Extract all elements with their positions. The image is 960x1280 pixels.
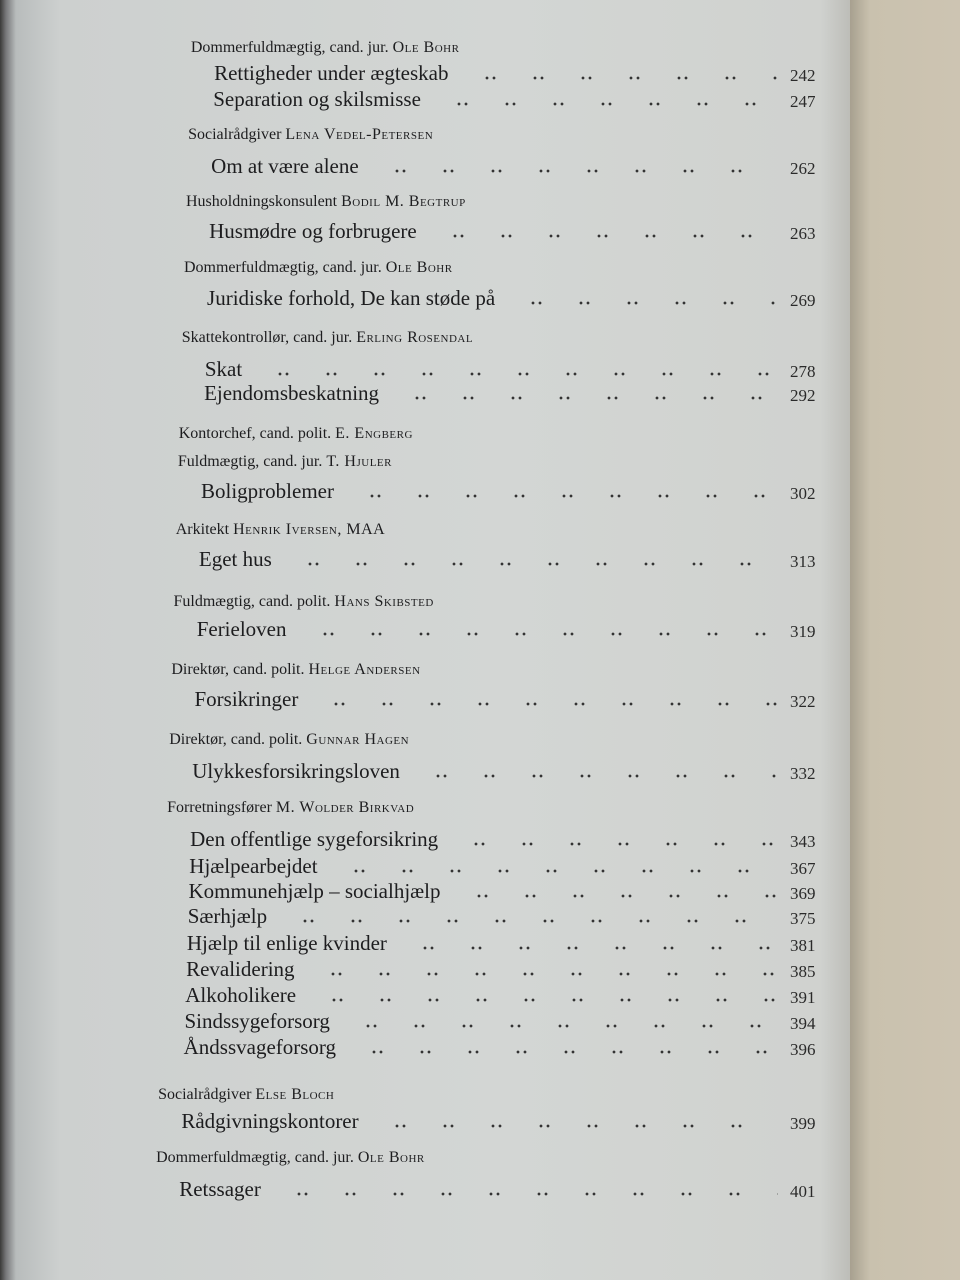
- toc-entry: [184, 1036, 820, 1059]
- author-line: [169, 730, 409, 749]
- page-number: 242: [790, 66, 816, 85]
- author-role: Dommerfuldmægtig, cand. jur.: [190, 39, 389, 56]
- author-line: [158, 1085, 334, 1104]
- page-number: 399: [790, 1114, 816, 1133]
- toc-entry: [213, 88, 820, 111]
- dot-leader: [332, 868, 778, 874]
- author-role: Socialrådgiver: [158, 1086, 252, 1103]
- toc-entry: [214, 62, 820, 85]
- toc-entry-title: Separation og skilsmisse: [213, 87, 421, 111]
- dot-leader: [275, 1191, 778, 1197]
- dot-leader: [348, 493, 778, 499]
- dot-leader: [286, 561, 778, 567]
- toc-entry: [184, 1010, 820, 1033]
- author-role: Kontorchef, cand. polit.: [178, 425, 332, 442]
- page-number: 332: [790, 764, 816, 783]
- dot-leader: [344, 1023, 778, 1029]
- author-line: [184, 258, 453, 277]
- page-number: 343: [790, 832, 816, 851]
- dot-leader: [509, 300, 778, 306]
- author-role: Fuldmægtig, cand. jur.: [177, 453, 323, 470]
- toc-entry-title: Den offentlige sygeforsikring: [190, 827, 439, 851]
- author-name: Gunnar Hagen: [306, 731, 410, 748]
- author-line: [179, 424, 413, 443]
- toc-entry-title: Skat: [204, 357, 243, 381]
- author-line: [182, 328, 473, 347]
- author-name: Erling Rosendal: [356, 329, 474, 346]
- dot-leader: [309, 971, 778, 977]
- author-role: Fuldmægtig, cand. polit.: [173, 593, 331, 610]
- page-number: 263: [790, 224, 816, 243]
- page-number: 313: [790, 552, 816, 571]
- toc-entry-title: Revalidering: [186, 957, 295, 981]
- author-name: Helge Andersen: [308, 661, 421, 678]
- toc-entry-title: Sindssygeforsorg: [184, 1009, 330, 1033]
- toc-entry-title: Hjælp til enlige kvinder: [186, 931, 387, 955]
- author-line: [171, 660, 420, 679]
- toc-entry-title: Særhjælp: [187, 904, 268, 928]
- toc-entry-title: Ejendomsbeskatning: [204, 381, 380, 405]
- toc-entry-title: Retssager: [179, 1177, 261, 1201]
- author-role: Skattekontrollør, cand. jur.: [181, 329, 353, 346]
- author-role: Socialrådgiver: [188, 126, 282, 143]
- toc-entry: [181, 1110, 820, 1133]
- author-line: [174, 592, 434, 611]
- toc-entry: [192, 760, 820, 783]
- page-number: 278: [790, 362, 816, 381]
- toc-entry-title: Rådgivningskontorer: [181, 1109, 359, 1133]
- dot-leader: [281, 918, 778, 924]
- author-name: Ole Bohr: [357, 1149, 425, 1166]
- toc-entry-title: Boligproblemer: [201, 479, 334, 503]
- toc-entry: [201, 480, 820, 503]
- author-name: Lena Vedel-Petersen: [285, 126, 434, 143]
- author-line: [167, 798, 414, 817]
- author-line: [176, 520, 385, 539]
- toc-entry: [199, 548, 820, 571]
- dot-leader: [455, 893, 779, 899]
- page-number: 269: [790, 291, 816, 310]
- page-number: 322: [790, 692, 816, 711]
- toc-entry: [188, 905, 820, 928]
- facing-page-edge: [850, 0, 960, 1280]
- toc-entry: [189, 855, 820, 878]
- toc-entry-title: Alkoholikere: [185, 983, 297, 1007]
- toc-entry-title: Hjælpearbejdet: [189, 854, 318, 878]
- page-number: 369: [790, 884, 816, 903]
- toc-entry-title: Forsikringer: [194, 687, 299, 711]
- toc-entry-title: Ulykkesforsikringsloven: [192, 759, 400, 783]
- author-name: Henrik Iversen, MAA: [233, 521, 386, 538]
- page-number: 367: [790, 859, 816, 878]
- author-name: T. Hjuler: [326, 453, 392, 470]
- dot-leader: [414, 773, 778, 779]
- dot-leader: [256, 371, 778, 377]
- toc-entry-title: Om at være alene: [211, 154, 359, 178]
- dot-leader: [435, 101, 778, 107]
- author-role: Forretningsfører: [167, 799, 272, 816]
- author-line: [156, 1148, 425, 1167]
- toc-entry: [204, 382, 820, 405]
- page-number: 262: [790, 159, 816, 178]
- author-line: [186, 192, 466, 211]
- toc-entry: [197, 618, 820, 641]
- author-role: Direktør, cand. polit.: [169, 731, 303, 748]
- page-number: 319: [790, 622, 816, 641]
- toc-entry-title: Åndssvageforsorg: [183, 1035, 337, 1059]
- toc-entry-title: Rettigheder under ægteskab: [214, 61, 449, 85]
- toc-entry: [189, 880, 821, 903]
- author-role: Dommerfuldmægtig, cand. jur.: [183, 259, 382, 276]
- author-role: Direktør, cand. polit.: [171, 661, 305, 678]
- author-name: M. Wolder Birkvad: [275, 799, 415, 816]
- dot-leader: [373, 1123, 778, 1129]
- author-line: [191, 38, 460, 57]
- dot-leader: [431, 233, 778, 239]
- page-number: 375: [790, 909, 816, 928]
- toc-entry-title: Eget hus: [198, 547, 272, 571]
- toc-entry-title: Husmødre og forbrugere: [209, 219, 417, 243]
- author-role: Husholdningskonsulent: [186, 193, 338, 210]
- toc-entry: [195, 688, 821, 711]
- toc-entry-title: Juridiske forhold, De kan støde på: [207, 286, 496, 310]
- toc-entry: [187, 932, 820, 955]
- author-name: Else Bloch: [255, 1086, 335, 1103]
- toc-entry-title: Ferieloven: [196, 617, 287, 641]
- toc-entry: [186, 958, 820, 981]
- dot-leader: [301, 631, 779, 637]
- page-number: 247: [790, 92, 816, 111]
- toc-entry: [190, 828, 820, 851]
- toc-entry: [211, 155, 820, 178]
- page-number: 302: [790, 484, 816, 503]
- author-name: E. Engberg: [335, 425, 413, 442]
- dot-leader: [463, 75, 779, 81]
- dot-leader: [310, 997, 778, 1003]
- dot-leader: [312, 701, 778, 707]
- dot-leader: [452, 841, 778, 847]
- toc-entry-title: Kommunehjælp – socialhjælp: [188, 879, 441, 903]
- toc-entry: [207, 287, 820, 310]
- dot-leader: [393, 395, 778, 401]
- page-number: 394: [790, 1014, 816, 1033]
- page-number: 381: [790, 936, 816, 955]
- toc-entry: [209, 220, 820, 243]
- page-number: 396: [790, 1040, 816, 1059]
- page-number: 292: [790, 386, 816, 405]
- toc-entry: [205, 358, 820, 381]
- page-number: 385: [790, 962, 816, 981]
- page-number: 401: [790, 1182, 816, 1201]
- page-number: 391: [790, 988, 816, 1007]
- toc-entry: [185, 984, 820, 1007]
- author-name: Bodil M. Begtrup: [341, 193, 466, 210]
- dot-leader: [350, 1049, 778, 1055]
- author-name: Ole Bohr: [385, 259, 453, 276]
- toc-entry: [179, 1178, 820, 1201]
- author-role: Dommerfuldmægtig, cand. jur.: [156, 1149, 354, 1166]
- author-role: Arkitekt: [175, 521, 230, 538]
- dot-leader: [373, 168, 778, 174]
- author-name: Hans Skibsted: [334, 593, 434, 610]
- author-name: Ole Bohr: [392, 39, 460, 56]
- dot-leader: [401, 945, 778, 951]
- author-line: [188, 125, 433, 144]
- author-line: [178, 452, 392, 471]
